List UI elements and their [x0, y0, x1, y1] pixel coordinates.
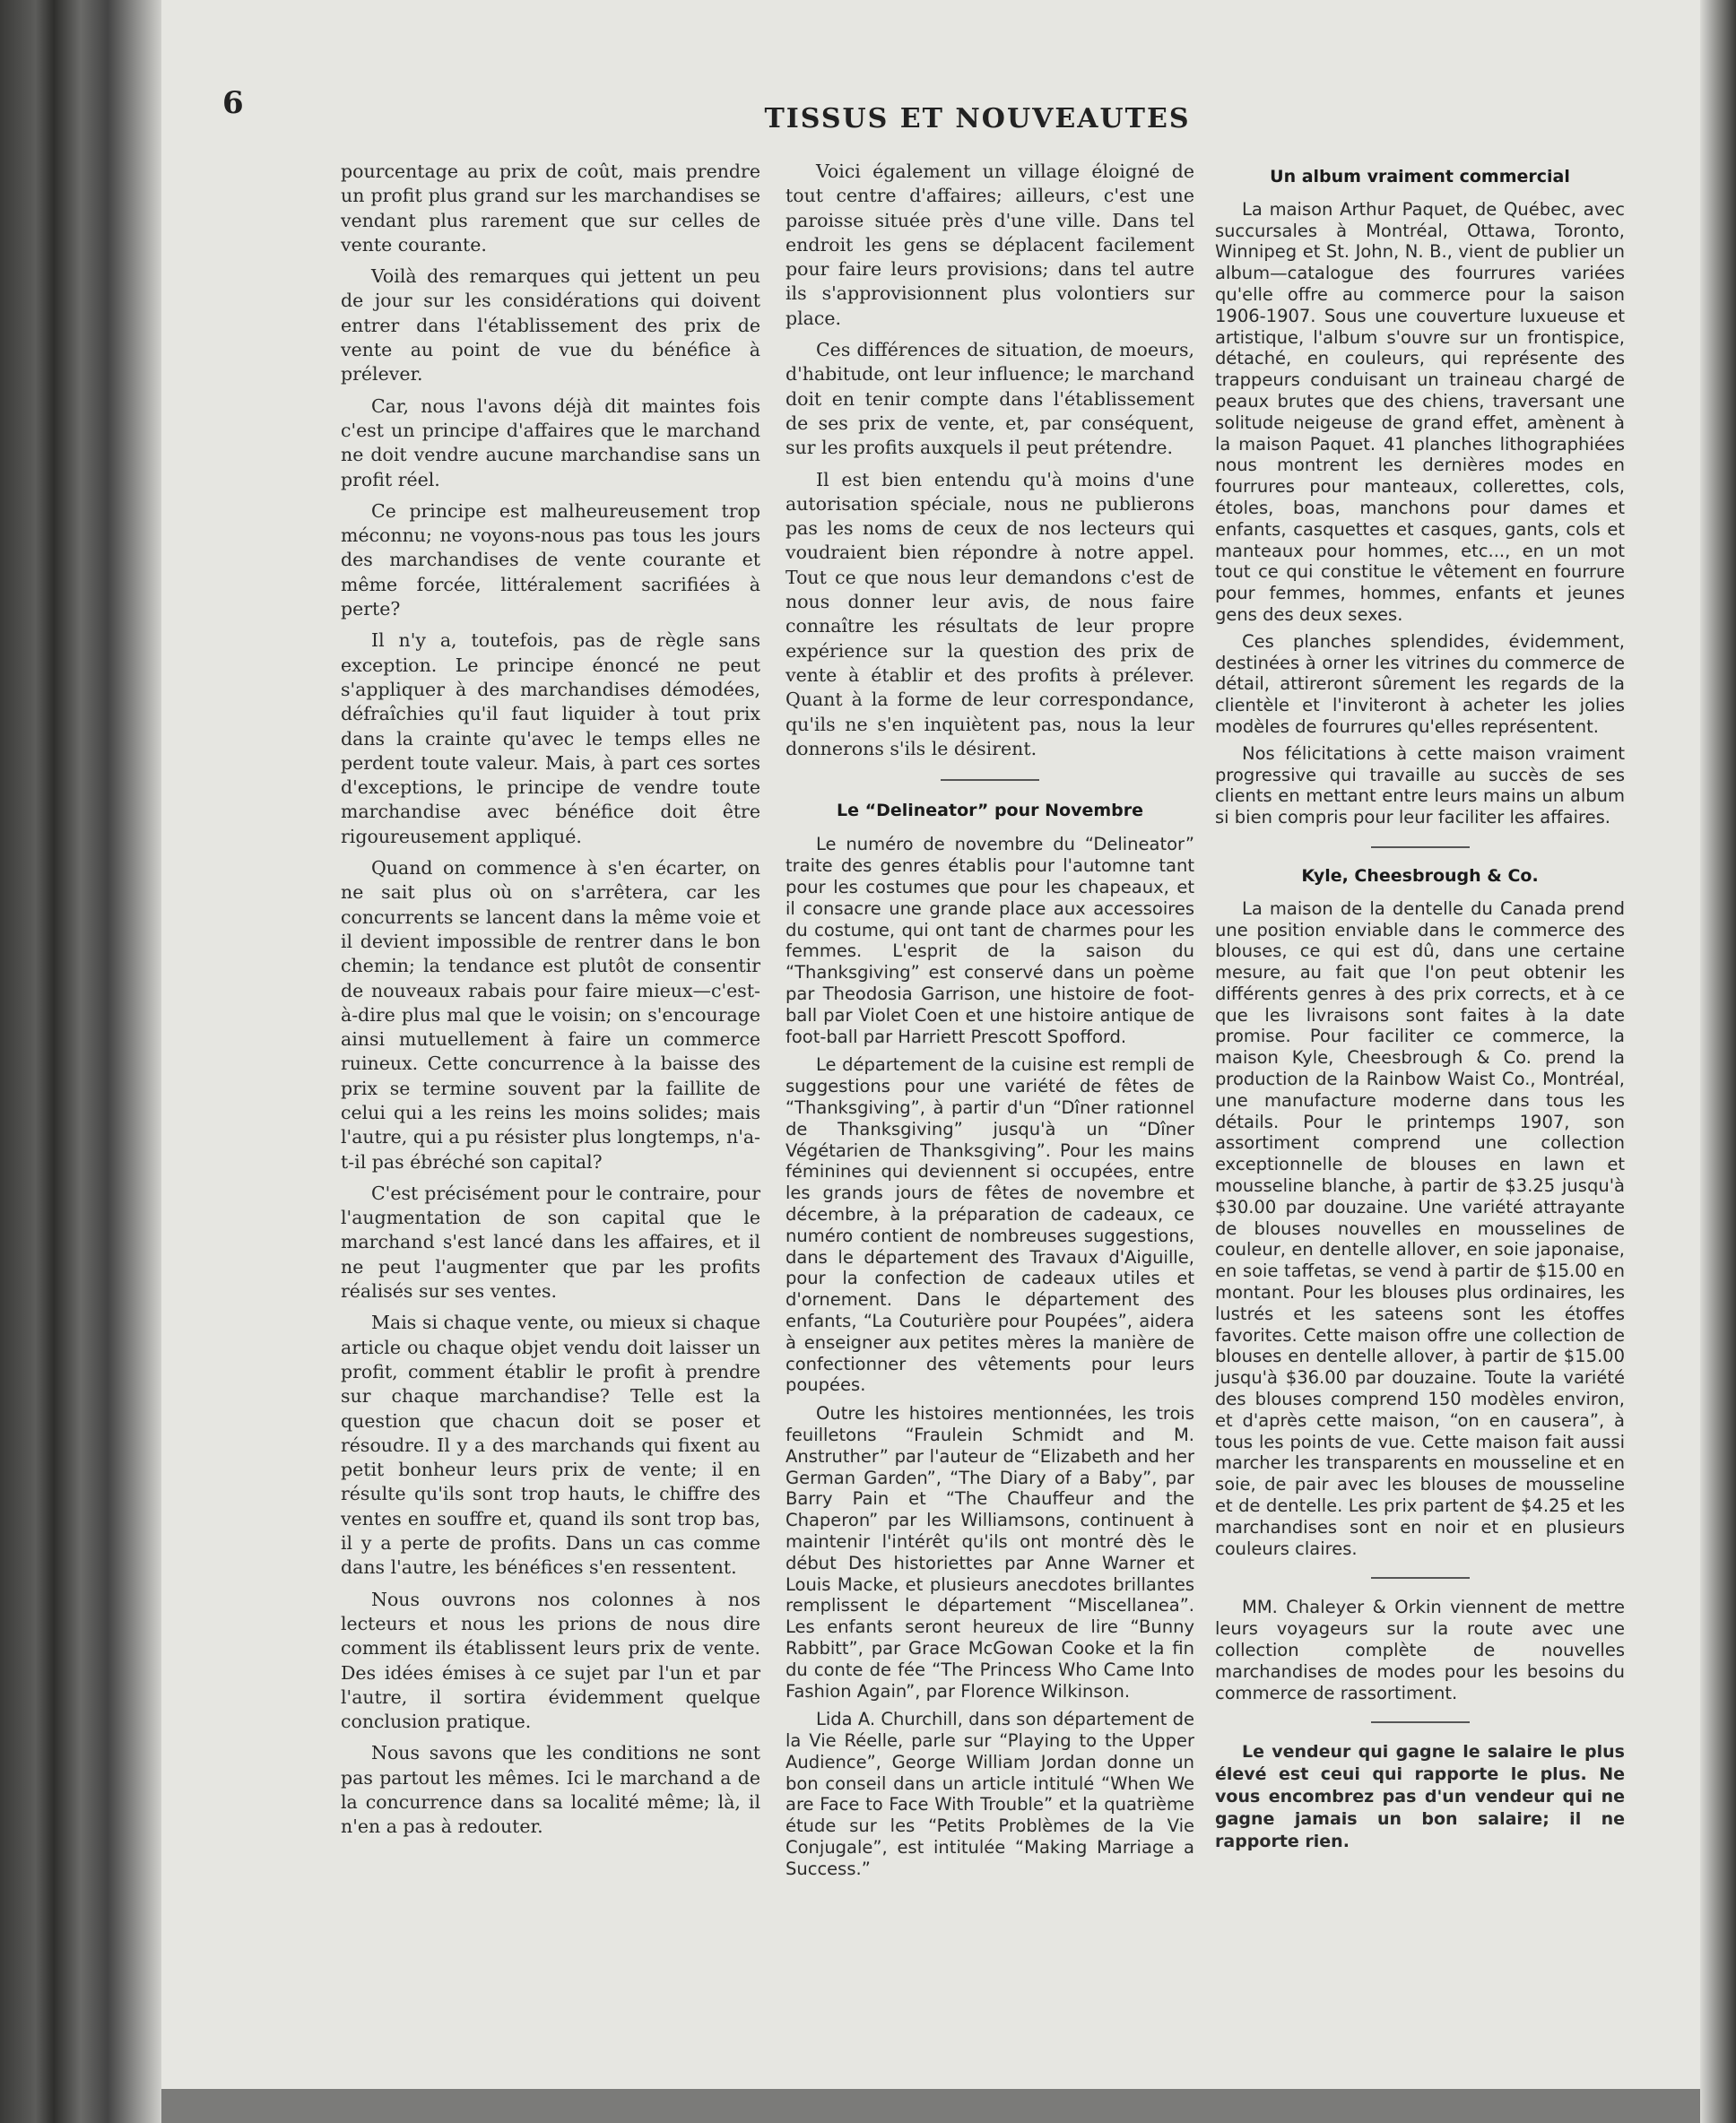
- chaleyer-notice: MM. Chaleyer & Orkin viennent de mettre leurs voyageurs sur la route avec une collection complète de nouvelles marchandises de modes pour les besoins du commerce de rassortiment.: [1215, 1597, 1625, 1703]
- column-2: [786, 160, 1194, 1887]
- delineator-heading: Le “Delineator” pour Novembre: [836, 801, 1144, 821]
- closing-notice: Le vendeur qui gagne le salaire le plus élevé est ceui qui rapporte le plus. Ne vous encombrez pas d'un vendeur qui ne gagne jamais un bon salaire; il ne rapporte rien.: [1215, 1742, 1625, 1852]
- paragraph: Quand on commence à s'en écarter, on ne sait plus où on s'arrêtera, car les concurrents se lancent dans la même voie et il devient impossible de rentrer dans le bon chemin; la tendance est plutôt de consentir de nouveaux rabais pour faire mieux—c'est-à-dire plus mal que le voisin; on s'encourage ainsi mutuellement à faire un commerce ruineux. Cette concurrence à la baisse des prix se termine souvent par la faillite de celui qui a les reins les moins solides; mais l'autre, qui a pu résister plus longtemps, n'a-t-il pas ébréché son capital?: [341, 857, 760, 1173]
- book-spine: [0, 0, 161, 2123]
- page-edge: [1700, 0, 1736, 2123]
- paragraph: Ces planches splendides, évidemment, destinées à orner les vitrines du commerce de détail, attireront sûrement les regards de la clientèle et l'inviteront à acheter les jolies modèles de fourrures qu'elles représentent.: [1215, 630, 1625, 737]
- paragraph: Lida A. Churchill, dans son département de la Vie Réelle, parle sur “Playing to the Upper Audience”, George William Jordan donne un bon conseil dans un article intitulé “When We are Face to Face With Trouble” et la quatrième étude sur les “Petits Problèmes de la Vie Conjugale”, est intitulée “Making Marriage a Success.”: [786, 1709, 1194, 1879]
- paragraph: Il n'y a, toutefois, pas de règle sans exception. Le principe énoncé ne peut s'appliquer à des marchandises démodées, défraîchies qu'il faut liquider à tout prix dans la crainte qu'avec le temps elles ne perdent toute valeur. Mais, à part ces sortes d'exceptions, le principe de vendre toute marchandise avec bénéfice doit être rigoureusement appliqué.: [341, 629, 760, 847]
- paragraph: La maison Arthur Paquet, de Québec, avec succursales à Montréal, Ottawa, Toronto, Winnipeg et St. John, N. B., vient de publier un album—catalogue des fourrures variées qu'elle offre au commerce pour la saison 1906-1907. Sous une couverture luxueuse et artistique, l'album s'ouvre sur un frontispice, détaché, en couleurs, qui représente des trappeurs conduisant un traineau chargé de peaux brutes que des chiens, traversant une solitude neigeuse de grand effet, amènent à la maison Paquet. 41 planches lithographiées nous montrent les dernières modes en fourrures pour manteaux, collerettes, cols, étoles, boas, manchons pour dames et enfants, casquettes et casques, gants, cols et manteaux pour hommes, etc..., en un mot tout ce qui constitue le vêtement en fourrure pour femmes, hommes, enfants et jeunes gens des deux sexes.: [1215, 198, 1625, 625]
- column-1: [341, 160, 760, 1847]
- section-divider: [1371, 1721, 1470, 1723]
- paragraph: Nous ouvrons nos colonnes à nos lecteurs et nous les prions de nous dire comment ils établissent leurs prix de vente. Des idées émises à ce sujet par l'un et par l'autre, il sortira évidemment quelque conclusion pratique.: [341, 1588, 760, 1733]
- delineator-article: [786, 834, 1194, 1879]
- paragraph: Voilà des remarques qui jettent un peu de jour sur les considérations qui doivent entrer dans l'établissement des prix de vente au point de vue du bénéfice à prélever.: [341, 265, 760, 386]
- paragraph: C'est précisément pour le contraire, pour l'augmentation de son capital que le marchand s'est lancé dans les affaires, et il ne peut l'augmenter que par les profits réalisés sur ses ventes.: [341, 1182, 760, 1303]
- paragraph: Nous savons que les conditions ne sont pas partout les mêmes. Ici le marchand a de la concurrence dans sa localité même; là, il n'en a pas à redouter.: [341, 1742, 760, 1838]
- paragraph: Voici également un village éloigné de tout centre d'affaires; ailleurs, c'est une paroisse située près d'une ville. Dans tel endroit les gens se déplacent facilement pour faire leurs provisions; dans tel autre ils s'approvisionnent plus volontiers sur place.: [786, 160, 1194, 329]
- paragraph: Ce principe est malheureusement trop méconnu; ne voyons-nous pas tous les jours des marchandises de vente courante et même forcée, littéralement sacrifiées à perte?: [341, 499, 760, 620]
- paragraph: Nos félicitations à cette maison vraiment progressive qui travaille au succès de ses clients en mettant entre leurs mains un album si bien compris pour leur faciliter les affaires.: [1215, 742, 1625, 828]
- paragraph: La maison de la dentelle du Canada prend une position enviable dans le commerce des blouses, ce qui est dû, dans une certaine mesure, au fait que l'on peut obtenir les différents genres à des prix corrects, et à ce que les livraisons sont faites à la date promise. Pour faciliter ce commerce, la maison Kyle, Cheesbrough & Co. prend la production de la Rainbow Waist Co., Montréal, une manufacture moderne dans tous les détails. Pour le printemps 1907, son assortiment comprend une collection exceptionnelle de blouses en lawn et mousseline blanche, à partir de $3.25 jusqu'à $30.00 par douzaine. Une variété attrayante de blouses nouvelles en mousselines de couleur, en dentelle allover, en soie japonaise, en soie taffetas, se vend à partir de $15.00 en montant. Pour les blouses plus ordinaires, les lustrés et les sateens sont les étoffes favorites. Cette maison offre une collection de blouses en dentelle allover, à partir de $15.00 jusqu'à $36.00 par douzaine. Toute la variété des blouses comprend 150 modèles environ, et d'après cette maison, “on en causera”, à tous les points de vue. Cette maison fait aussi marcher les transparents en mousseline et en soie, de pair avec les blouses de mousseline et de dentelle. Les prix partent de $4.25 et les marchandises sont en noir et en plusieurs couleurs claires.: [1215, 897, 1625, 1559]
- paragraph: Ces différences de situation, de moeurs, d'habitude, ont leur influence; le marchand doit en tenir compte dans l'établissement de ses prix de vente, et, par conséquent, sur les profits auxquels il peut prétendre.: [786, 339, 1194, 459]
- section-divider: [941, 779, 1039, 781]
- kyle-heading: Kyle, Cheesbrough & Co.: [1301, 865, 1539, 886]
- section-divider: [1371, 1577, 1470, 1579]
- paragraph: Le département de la cuisine est rempli de suggestions pour une variété de fêtes de “Thanksgiving”, à partir d'un “Dîner rationnel de Thanksgiving” jusqu'à un “Dîner Végétarien de Thanksgiving”. Pour les mains féminines qui deviennent si occupées, entre les grands jours de fêtes de novembre et décembre, à la préparation de cadeaux, ce numéro contient de nombreuses suggestions, dans le département des Travaux d'Aiguille, pour la confection de cadeaux utiles et d'ornement. Dans le département des enfants, “La Couturière pour Poupées”, aidera à enseigner aux petites mères la manière de confectionner des vêtements pour leurs poupées.: [786, 1054, 1194, 1396]
- paragraph: Il est bien entendu qu'à moins d'une autorisation spéciale, nous ne publierons pas les noms de ceux de nos lecteurs qui voudraient bien répondre à notre appel. Tout ce que nous leur demandons c'est de nous donner leur avis, de nous faire connaître les résultats de leur propre expérience sur la question des prix de vente à établir et des profits à prélever. Quant à la forme de leur correspondance, qu'ils ne s'en inquiètent pas, nous la leur donnerons s'ils le désirent.: [786, 468, 1194, 759]
- paragraph: Outre les histoires mentionnées, les trois feuilletons “Fraulein Schmidt and M. Anstruther” par l'auteur de “Elizabeth and her German Garden”, “The Diary of a Baby”, par Barry Pain et “The Chauffeur and the Chaperon” par les Williamsons, continuent à maintenir l'intérêt qu'ils ont montré dès le début Des historiettes par Anne Warner et Louis Macke, et plusieurs anecdotes brillantes remplissent le département “Miscellanea”. Les enfants seront heureux de lire “Bunny Rabbitt”, par Grace McGowan Cooke et la fin du conte de fée “The Princess Who Came Into Fashion Again”, par Florence Wilkinson.: [786, 1403, 1194, 1702]
- album-heading: Un album vraiment commercial: [1270, 167, 1570, 186]
- paragraph: Car, nous l'avons déjà dit maintes fois c'est un principe d'affaires que le marchand ne doit vendre aucune marchandise sans un profit réel.: [341, 394, 760, 490]
- page-title: TISSUS ET NOUVEAUTES: [764, 103, 1191, 134]
- paragraph: Mais si chaque vente, ou mieux si chaque article ou chaque objet vendu doit laisser un profit, comment établir le profit à prendre sur chaque marchandise? Telle est la question que chacun doit se poser et résoudre. Il y a des marchands qui fixent au petit bonheur leurs prix de vente; il en résulte qu'ils sont trop hauts, le chiffre des ventes en souffre et, quand ils sont trop bas, il y a perte de profits. Dans un cas comme dans l'autre, les bénéfices s'en ressentent.: [341, 1312, 760, 1579]
- section-divider: [1371, 846, 1470, 848]
- paragraph: Le numéro de novembre du “Delineator” traite des genres établis pour l'automne tant pour les costumes que pour les chapeaux, et il consacre une grande place aux accessoires du costume, qui ont tant de charmes pour les femmes. L'esprit de la saison du “Thanksgiving” est conservé dans un poème par Theodosia Garrison, une histoire de foot-ball par Violet Coen et une histoire antique de foot-ball par Harriett Prescott Spofford.: [786, 834, 1194, 1047]
- paragraph: pourcentage au prix de coût, mais prendre un profit plus grand sur les marchandises se vendant plus rarement que sur celles de vente courante.: [341, 160, 760, 256]
- page-number: 6: [222, 85, 244, 121]
- column-3: [1215, 161, 1625, 1859]
